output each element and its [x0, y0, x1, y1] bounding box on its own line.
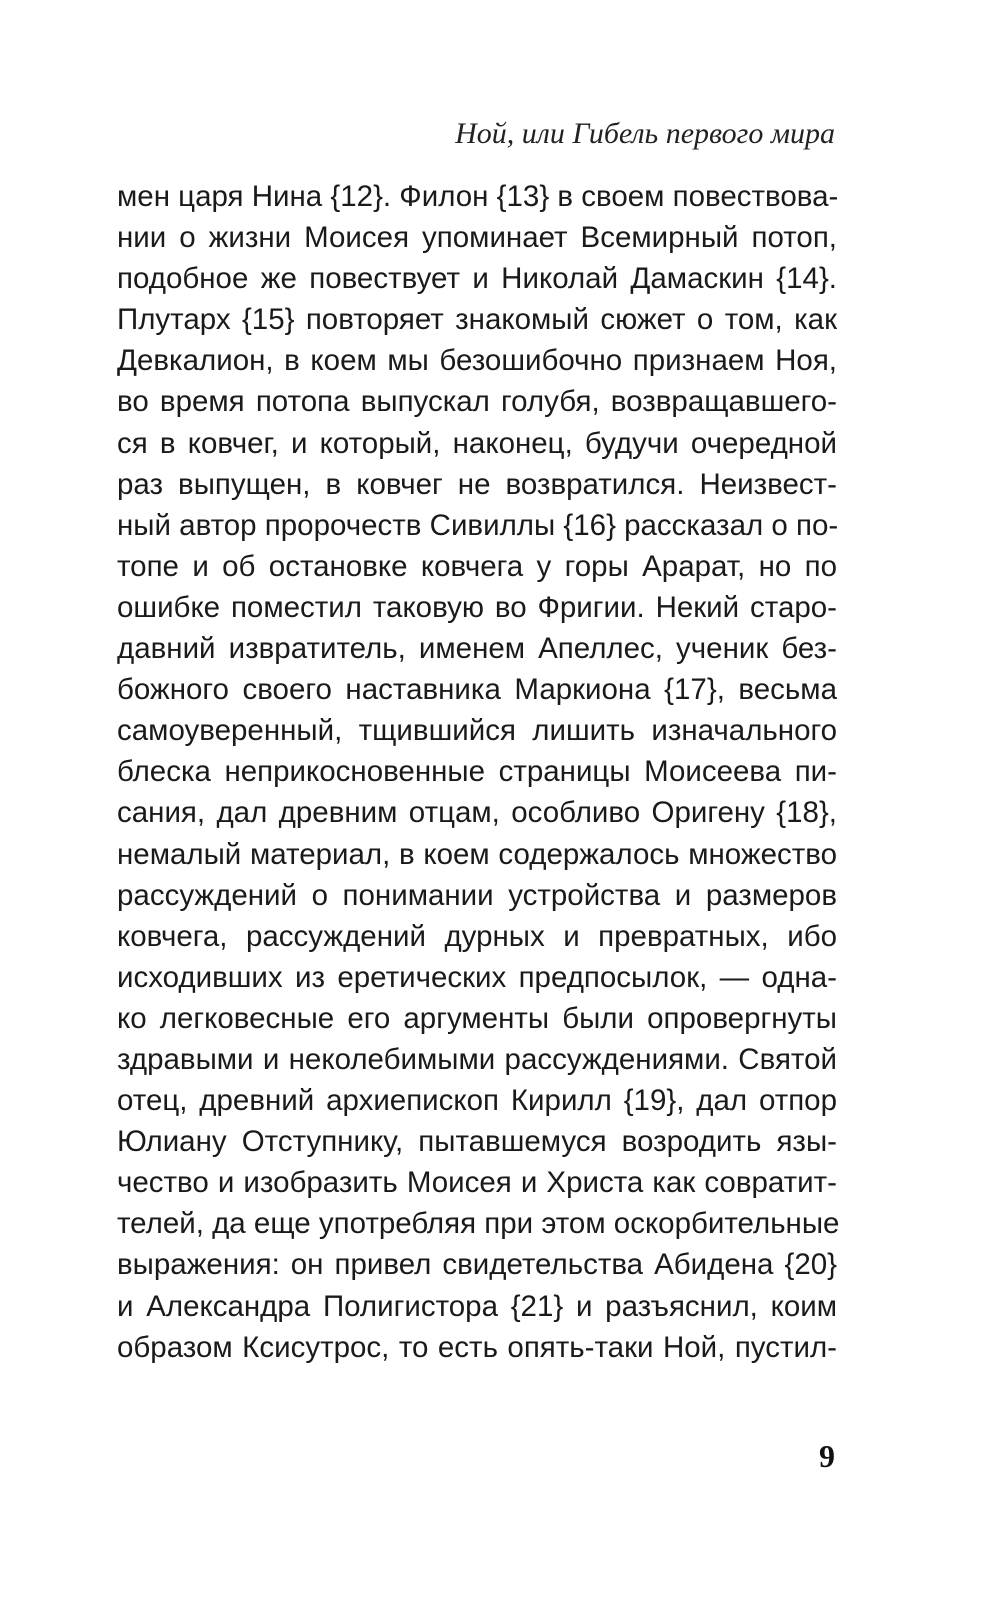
text-line: божного своего наставника Маркиона {17}, весьма: [117, 673, 837, 707]
text-line: раз выпущен, в ковчег не возвратился. Неизвест-: [117, 467, 837, 501]
text-line: блеска неприкосновенные страницы Моисеева пи-: [117, 755, 837, 789]
text-line: ный автор пророчеств Сивиллы {16} рассказал о по-: [117, 508, 839, 542]
text-line: самоуверенный, тщившийся лишить изначального: [117, 714, 837, 748]
text-line: во время потопа выпускал голубя, возвращавшего-: [117, 385, 837, 419]
text-line: ковчега, рассуждений дурных и превратных, ибо: [117, 919, 837, 953]
text-line: рассуждений о понимании устройства и размеров: [117, 878, 837, 912]
text-line: и Александра Полигистора {21} и разъяснил, коим: [117, 1289, 837, 1323]
text-line: телей, да еще употребляя при этом оскорбительные: [117, 1207, 840, 1241]
text-line: подобное же повествует и Николай Дамаскин {14}.: [117, 262, 837, 296]
text-line: ся в ковчег, и который, наконец, будучи очередной: [117, 426, 837, 460]
text-line: ошибке поместил таковую во Фригии. Некий старо-: [117, 590, 837, 624]
body-text: [117, 176, 840, 1368]
text-line: выражения: он привел свидетельства Абидена {20}: [117, 1248, 837, 1282]
text-line: топе и об остановке ковчега у горы Арарат, но по: [117, 549, 837, 583]
text-line: здравыми и неколебимыми рассуждениями. Святой: [117, 1042, 837, 1076]
text-line: Юлиану Отступнику, пытавшемуся возродить язы-: [117, 1125, 837, 1159]
text-line: Плутарх {15} повторяет знакомый сюжет о том, как: [117, 303, 837, 337]
text-line: ко легковесные его аргументы были опровергнуты: [117, 1001, 837, 1035]
running-header: Ной, или Гибель первого мира: [455, 117, 835, 150]
text-line: Девкалион, в коем мы безошибочно признаем Ноя,: [117, 344, 837, 378]
text-line: отец, древний архиепископ Кирилл {19}, дал отпор: [117, 1084, 837, 1118]
text-line: немалый материал, в коем содержалось множество: [117, 837, 837, 871]
text-line: мен царя Нина {12}. Филон {13} в своем повествова-: [117, 180, 839, 213]
text-line: образом Ксисутрос, то есть опять-таки Ной, пустил-: [117, 1330, 837, 1364]
text-line: сания, дал древним отцам, особливо Оригену {18},: [117, 796, 837, 830]
page-number: 9: [819, 1438, 835, 1474]
text-line: исходивших из еретических предпосылок, — одна-: [117, 960, 837, 994]
text-line: нии о жизни Моисея упоминает Всемирный потоп,: [117, 221, 837, 255]
text-line: давний извратитель, именем Апеллес, ученик без-: [117, 632, 837, 666]
text-line: чество и изобразить Моисея и Христа как совратит-: [117, 1166, 837, 1200]
